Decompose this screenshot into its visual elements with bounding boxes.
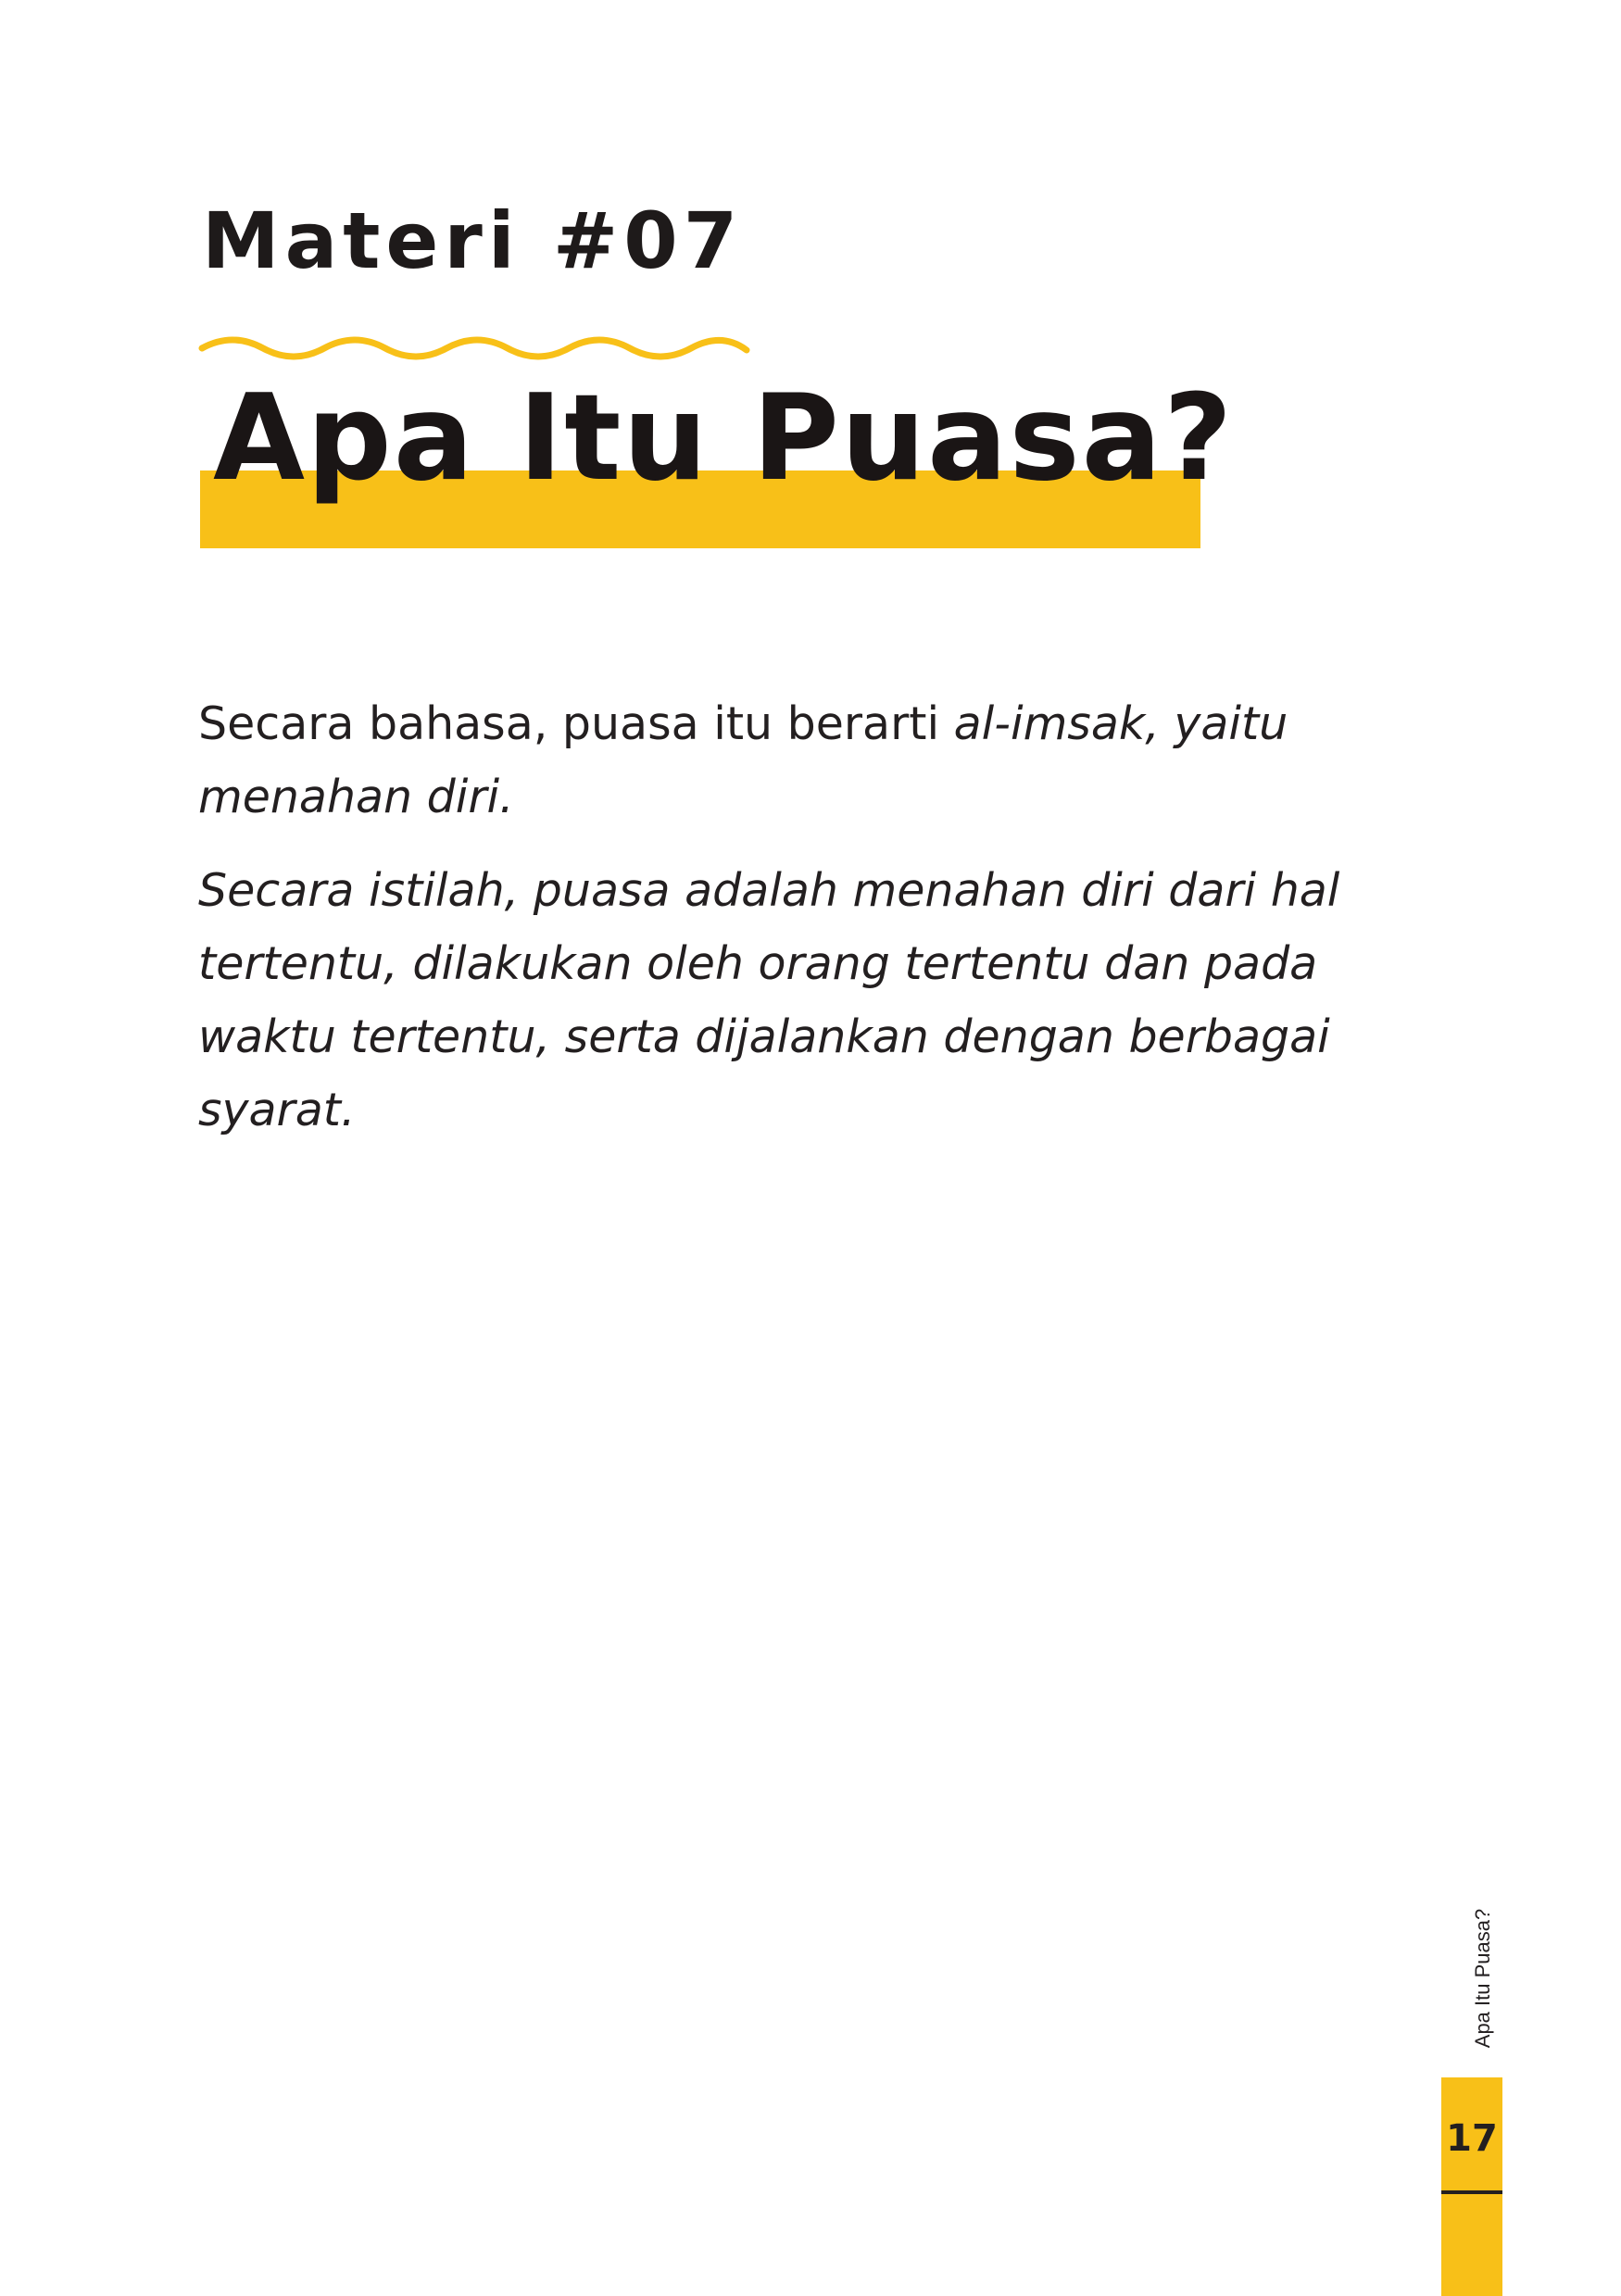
paragraph-term-text: Secara istilah, puasa adalah menahan diri dari hal tertentu, dilakukan oleh orang tertentu dan pada waktu tertentu, serta dijalankan dengan berbagai syarat.: [198, 864, 1340, 1136]
title-block: [200, 370, 1235, 548]
paragraph-term-definition: [198, 854, 1393, 1147]
page-title: Apa Itu Puasa?: [213, 370, 1235, 508]
paragraph-language-definition: [198, 687, 1393, 834]
page-number-rule: [1441, 2190, 1502, 2194]
paragraph-language-text: Secara bahasa, puasa itu berarti: [198, 697, 954, 750]
running-header-text: Apa Itu Puasa?: [1471, 1908, 1495, 2049]
page-number-tab: [1441, 2077, 1502, 2296]
term-al-imsak: al-imsak: [953, 697, 1146, 750]
body-text: [198, 687, 1393, 1167]
page-number: 17: [1446, 2117, 1498, 2160]
wavy-underline-decoration: [198, 332, 750, 365]
running-header-vertical: [1469, 1904, 1497, 2052]
chapter-kicker: Materi #07: [202, 195, 744, 286]
paragraph-language-meaning: , yaitu menahan diri.: [198, 697, 1288, 823]
